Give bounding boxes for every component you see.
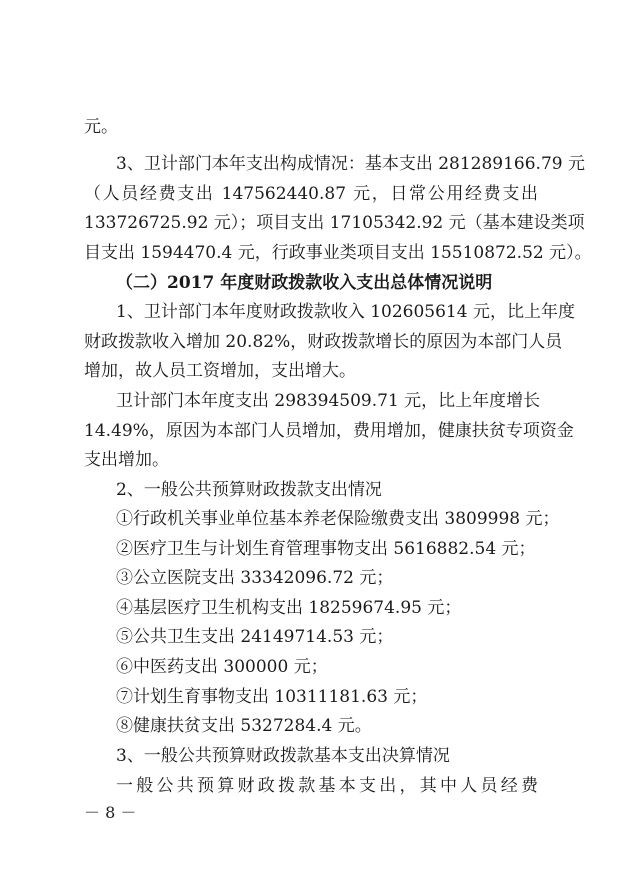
text-line: 2、一般公共预算财政拨款支出情况 (116, 480, 382, 500)
text-line: 目支出 1594470.4 元，行政事业类项目支出 15510872.52 元）。 (84, 243, 592, 263)
list-item: ②医疗卫生与计划生育管理事物支出 5616882.54 元； (116, 539, 536, 559)
text-line: 卫计部门本年度支出 298394509.71 元，比上年度增长 (116, 391, 541, 411)
text-line: 3、一般公共预算财政拨款基本支出决算情况 (116, 746, 450, 766)
list-item: ⑦计划生育事物支出 10311181.63 元； (116, 687, 428, 707)
text-line: 一般公共预算财政拨款基本支出，其中人员经费 (116, 776, 538, 796)
text-line: 1、卫计部门本年度财政拨款收入 102605614 元，比上年度 (116, 302, 575, 322)
text-line: 增加，故人员工资增加，支出增大。 (84, 361, 356, 381)
list-item: ③公立医院支出 33342096.72 元； (116, 568, 394, 588)
list-item: ⑤公共卫生支出 24149714.53 元； (116, 627, 394, 647)
text-line: （人员经费支出 147562440.87 元，日常公用经费支出 (84, 184, 538, 204)
list-item: ④基层医疗卫生机构支出 18259674.95 元； (116, 598, 462, 618)
text-line: 3、卫计部门本年支出构成情况：基本支出 281289166.79 元 (116, 154, 586, 174)
text-line: 财政拨款收入增加 20.82%，财政拨款增长的原因为本部门人员 (84, 332, 563, 352)
text-line: 支出增加。 (84, 450, 169, 470)
text-line: 133726725.92 元）；项目支出 17105342.92 元（基本建设类项 (84, 213, 585, 233)
page-number: － 8 － (84, 803, 137, 822)
list-item: ⑥中医药支出 300000 元； (116, 657, 328, 677)
text-line: 14.49%，原因为本部门人员增加，费用增加，健康扶贫专项资金 (84, 421, 574, 441)
list-item: ①行政机关事业单位基本养老保险缴费支出 3809998 元； (116, 509, 560, 529)
text-line: 元。 (84, 117, 118, 137)
list-item: ⑧健康扶贫支出 5327284.4 元。 (116, 716, 372, 736)
section-heading: （二）2017 年度财政拨款收入支出总体情况说明 (116, 273, 493, 293)
